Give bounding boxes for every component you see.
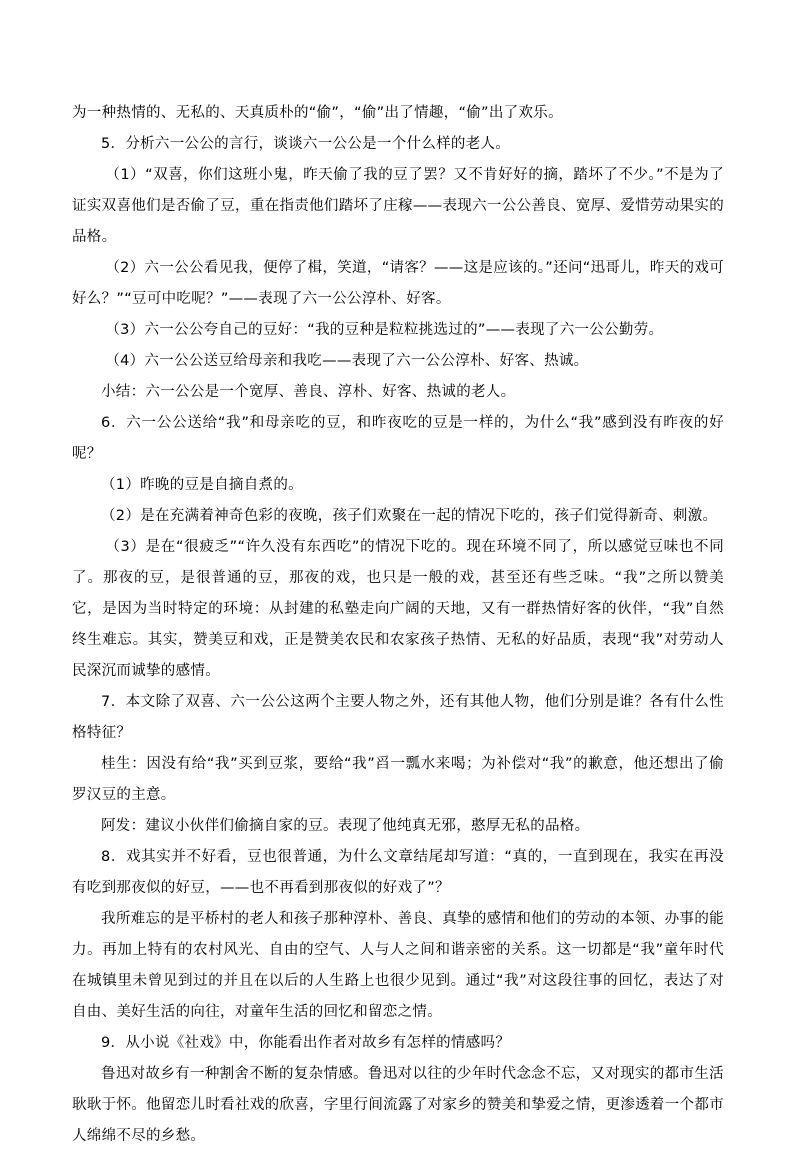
answer-6-item-3: （3）是在“很疲乏”“许久没有东西吃”的情况下吃的。现在环境不同了，所以感觉豆味也不同了。那夜的豆，是很普通的豆，那夜的戏，也只是一般的戏，甚至还有些乏味。“我”之所以赞美它，是因为当时特定的环境：从封建的私塾走向广阔的天地，又有一群热情好客的伙伴，“我”自然终生难忘。其实，赞美豆和戏，正是赞美农民和农家孩子热情、无私的好品质，表现“我”对劳动人民深沉而诚挚的感情。 xyxy=(72,539,724,679)
answer-9: 鲁迅对故乡有一种割舍不断的复杂情感。鲁迅对以往的少年时代念念不忘，又对现实的都市生活耿耿于怀。他留恋儿时看社戏的欣喜，字里行间流露了对家乡的赞美和挚爱之情，更渗透着一个都市人绵绵不尽的乡愁。 xyxy=(72,1066,724,1144)
answer-5-item-1: （1）“双喜，你们这班小鬼，昨天偷了我的豆了罢？又不肯好好的摘，踏坏了不少。”不是为了证实双喜他们是否偷了豆，重在指责他们踏坏了庄稼——表现六一公公善良、宽厚、爱惜劳动果实的品格。 xyxy=(72,167,724,245)
answer-8: 我所难忘的是平桥村的老人和孩子那种淳朴、善良、真挚的感情和他们的劳动的本领、办事的能力。再加上特有的农村风光、自由的空气、人与人之间和谐亲密的关系。这一切都是“我”童年时代在城镇里未曾见到过的并且在以后的人生路上也很少见到。通过“我”对这段往事的回忆，表达了对自由、美好生活的向往，对童年生活的回忆和留恋之情。 xyxy=(72,911,724,1020)
question-7: 7．本文除了双喜、六一公公这两个主要人物之外，还有其他人物，他们分别是谁？各有什么性格特征？ xyxy=(72,694,724,741)
answer-7-afa: 阿发：建议小伙伴们偷摘自家的豆。表现了他纯真无邪，憨厚无私的品格。 xyxy=(101,818,590,834)
question-5: 5．分析六一公公的言行，谈谈六一公公是一个什么样的老人。 xyxy=(101,136,511,152)
question-8: 8．戏其实并不好看，豆也很普通，为什么文章结尾却写道：“真的，一直到现在，我实在再没有吃到那夜似的好豆，——也不再看到那夜似的好戏了”？ xyxy=(72,849,724,896)
paragraph-intro-continuation: 为一种热情的、无私的、天真质朴的“偷”，“偷”出了情趣，“偷”出了欢乐。 xyxy=(72,105,563,121)
answer-5-item-2: （2）六一公公看见我，便停了楫，笑道，“请客？——这是应该的。”还问“迅哥儿，昨天的戏可好么？”“豆可中吃呢？”——表现了六一公公淳朴、好客。 xyxy=(72,260,724,307)
question-9: 9．从小说《社戏》中，你能看出作者对故乡有怎样的情感吗？ xyxy=(101,1035,511,1051)
answer-5-item-4: （4）六一公公送豆给母亲和我吃——表现了六一公公淳朴、好客、热诚。 xyxy=(105,353,589,369)
answer-5-item-3: （3）六一公公夸自己的豆好：“我的豆种是粒粒挑选过的”——表现了六一公公勤劳。 xyxy=(105,322,664,338)
document-body xyxy=(72,98,724,1152)
question-6: 6．六一公公送给“我”和母亲吃的豆，和昨夜吃的豆是一样的，为什么“我”感到没有昨夜的好呢？ xyxy=(72,415,724,462)
answer-6-item-2: （2）是在充满着神奇色彩的夜晚，孩子们欢聚在一起的情况下吃的，孩子们觉得新奇、刺激。 xyxy=(101,508,718,524)
answer-5-summary: 小结：六一公公是一个宽厚、善良、淳朴、好客、热诚的老人。 xyxy=(101,384,516,400)
answer-7-guisheng: 桂生：因没有给“我”买到豆浆，要给“我”舀一瓢水来喝；为补偿对“我”的歉意，他还想出了偷罗汉豆的主意。 xyxy=(72,756,724,803)
answer-6-item-1: （1）昨晚的豆是自摘自煮的。 xyxy=(101,477,303,493)
